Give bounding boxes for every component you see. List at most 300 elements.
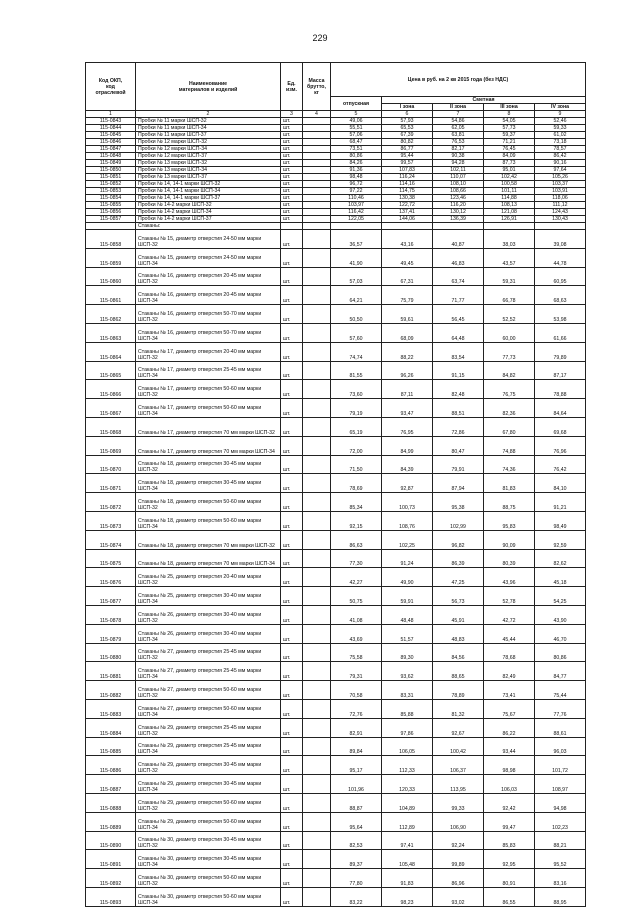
- unit-cell: шт.: [281, 209, 303, 216]
- zone-2-price-cell: 93,02: [433, 887, 484, 906]
- zone-3-price-cell: 98,98: [484, 756, 535, 775]
- unit-cell: шт.: [281, 181, 303, 188]
- release-price-cell: 116,42: [331, 209, 382, 216]
- name-cell: Стаканы № 27, диаметр отверстия 50-60 мм марки ШСП-34: [136, 699, 281, 718]
- mass-cell: [303, 305, 331, 324]
- unit-cell: шт.: [281, 568, 303, 587]
- zone-4-price-cell: 91,21: [535, 493, 586, 512]
- unit-cell: шт.: [281, 146, 303, 153]
- release-price-cell: 65,19: [331, 417, 382, 436]
- table-row: [86, 160, 586, 167]
- zone-2-price-cell: 96,82: [433, 530, 484, 549]
- price-table: [85, 62, 586, 907]
- unit-cell: шт.: [281, 202, 303, 209]
- unit-cell: шт.: [281, 174, 303, 181]
- zone-3-price-cell: 76,75: [484, 380, 535, 399]
- release-price-cell: 83,22: [331, 887, 382, 906]
- name-cell: Стаканы № 27, диаметр отверстия 25-45 мм марки ШСП-32: [136, 643, 281, 662]
- table-row: [86, 812, 586, 831]
- zone-4-price-cell: 83,16: [535, 869, 586, 888]
- zone-3-price-cell: 87,73: [484, 160, 535, 167]
- name-cell: Пробки № 11 марки ШСП-37: [136, 132, 281, 139]
- zone-3-price-cell: 126,91: [484, 216, 535, 223]
- mass-cell: [303, 118, 331, 125]
- unit-cell: шт.: [281, 342, 303, 361]
- zone-4-price-cell: 76,96: [535, 436, 586, 455]
- header-name: [136, 63, 281, 111]
- code-cell: 115-0864: [86, 342, 136, 361]
- mass-cell: [303, 132, 331, 139]
- mass-cell: [303, 174, 331, 181]
- mass-cell: [303, 181, 331, 188]
- zone-1-price-cell: [382, 223, 433, 230]
- code-cell: 115-0878: [86, 605, 136, 624]
- zone-4-price-cell: 53,98: [535, 305, 586, 324]
- header-price-group: Цена в руб. на 2 кв 2015 года (без НДС): [331, 63, 586, 97]
- release-price-cell: 78,69: [331, 474, 382, 493]
- code-cell: 115-0884: [86, 718, 136, 737]
- name-cell: Стаканы № 27, диаметр отверстия 25-45 мм марки ШСП-34: [136, 662, 281, 681]
- unit-cell: шт.: [281, 216, 303, 223]
- zone-2-price-cell: 91,15: [433, 361, 484, 380]
- release-price-cell: 122,05: [331, 216, 382, 223]
- mass-cell: [303, 624, 331, 643]
- mass-cell: [303, 342, 331, 361]
- name-cell: Пробки № 14, 14-1 марки ШСП-34: [136, 188, 281, 195]
- code-cell: [86, 223, 136, 230]
- release-price-cell: 86,63: [331, 530, 382, 549]
- release-price-cell: 77,30: [331, 549, 382, 568]
- table-row: [86, 718, 586, 737]
- name-cell: Пробки № 14-2 марки ШСП-32: [136, 202, 281, 209]
- zone-1-price-cell: 75,79: [382, 286, 433, 305]
- mass-cell: [303, 474, 331, 493]
- header-mass: [303, 63, 331, 111]
- release-price-cell: 88,87: [331, 793, 382, 812]
- zone-3-price-cell: 81,83: [484, 474, 535, 493]
- release-price-cell: 73,60: [331, 380, 382, 399]
- release-price-cell: 79,31: [331, 662, 382, 681]
- zone-4-price-cell: 80,86: [535, 643, 586, 662]
- name-cell: Стаканы № 16, диаметр отверстия 50-70 мм марки ШСП-34: [136, 323, 281, 342]
- zone-1-price-cell: 84,39: [382, 455, 433, 474]
- release-price-cell: 80,86: [331, 153, 382, 160]
- code-cell: 115-0843: [86, 118, 136, 125]
- zone-4-price-cell: 95,52: [535, 850, 586, 869]
- release-price-cell: 74,74: [331, 342, 382, 361]
- col-number: 7: [433, 111, 484, 118]
- column-numbers-row: [86, 111, 586, 118]
- zone-1-price-cell: 80,82: [382, 139, 433, 146]
- unit-cell: шт.: [281, 118, 303, 125]
- unit-cell: шт.: [281, 305, 303, 324]
- zone-3-price-cell: 108,13: [484, 202, 535, 209]
- table-row: [86, 267, 586, 286]
- name-cell: Стаканы № 18, диаметр отверстия 70 мм марки ШСП-32: [136, 530, 281, 549]
- release-price-cell: 68,47: [331, 139, 382, 146]
- name-cell: Стаканы № 27, диаметр отверстия 50-60 мм марки ШСП-32: [136, 681, 281, 700]
- name-cell: Пробки № 12 марки ШСП-32: [136, 139, 281, 146]
- code-cell: 115-0849: [86, 160, 136, 167]
- zone-2-price-cell: 87,94: [433, 474, 484, 493]
- zone-2-price-cell: 92,67: [433, 718, 484, 737]
- table-row: [86, 132, 586, 139]
- zone-2-price-cell: 92,24: [433, 831, 484, 850]
- zone-4-price-cell: 54,25: [535, 587, 586, 606]
- name-cell: Стаканы № 15, диаметр отверстия 24-50 мм марки ШСП-34: [136, 248, 281, 267]
- code-cell: 115-0881: [86, 662, 136, 681]
- zone-2-price-cell: 64,48: [433, 323, 484, 342]
- zone-2-price-cell: 88,65: [433, 662, 484, 681]
- table-row: [86, 167, 586, 174]
- release-price-cell: 103,97: [331, 202, 382, 209]
- zone-2-price-cell: 99,33: [433, 793, 484, 812]
- code-cell: 115-0860: [86, 267, 136, 286]
- code-cell: 115-0876: [86, 568, 136, 587]
- code-cell: 115-0891: [86, 850, 136, 869]
- zone-3-price-cell: 43,96: [484, 568, 535, 587]
- unit-cell: шт.: [281, 530, 303, 549]
- zone-1-price-cell: 106,05: [382, 737, 433, 756]
- name-cell: Пробки № 11 марки ШСП-34: [136, 125, 281, 132]
- zone-4-price-cell: 44,78: [535, 248, 586, 267]
- release-price-cell: 101,96: [331, 775, 382, 794]
- zone-3-price-cell: 45,44: [484, 624, 535, 643]
- zone-2-price-cell: 80,47: [433, 436, 484, 455]
- code-cell: 115-0856: [86, 209, 136, 216]
- zone-1-price-cell: 67,39: [382, 132, 433, 139]
- zone-1-price-cell: 100,73: [382, 493, 433, 512]
- zone-1-price-cell: 91,83: [382, 869, 433, 888]
- mass-cell: [303, 223, 331, 230]
- zone-1-price-cell: 67,31: [382, 267, 433, 286]
- zone-1-price-cell: 120,33: [382, 775, 433, 794]
- zone-4-price-cell: 88,95: [535, 887, 586, 906]
- table-row: [86, 361, 586, 380]
- release-price-cell: 92,15: [331, 511, 382, 530]
- table-row: [86, 248, 586, 267]
- code-cell: 115-0870: [86, 455, 136, 474]
- unit-cell: шт.: [281, 323, 303, 342]
- zone-2-price-cell: 82,48: [433, 380, 484, 399]
- zone-4-price-cell: 102,23: [535, 812, 586, 831]
- release-price-cell: 98,48: [331, 174, 382, 181]
- release-price-cell: 43,69: [331, 624, 382, 643]
- zone-4-price-cell: 98,49: [535, 511, 586, 530]
- zone-3-price-cell: 92,42: [484, 793, 535, 812]
- unit-cell: шт.: [281, 286, 303, 305]
- release-price-cell: 89,84: [331, 737, 382, 756]
- release-price-cell: 50,50: [331, 305, 382, 324]
- header-unit: [281, 63, 303, 111]
- header-mass-text: Масса брутто, кг: [307, 77, 326, 96]
- mass-cell: [303, 511, 331, 530]
- table-row: [86, 568, 586, 587]
- name-cell: Пробки № 14, 14-1 марки ШСП-32: [136, 181, 281, 188]
- zone-3-price-cell: 60,00: [484, 323, 535, 342]
- header-code: [86, 63, 136, 111]
- release-price-cell: 72,76: [331, 699, 382, 718]
- code-cell: 115-0858: [86, 230, 136, 249]
- table-row: [86, 831, 586, 850]
- mass-cell: [303, 662, 331, 681]
- unit-cell: шт.: [281, 718, 303, 737]
- zone-4-price-cell: 105,26: [535, 174, 586, 181]
- zone-3-price-cell: 121,08: [484, 209, 535, 216]
- zone-2-price-cell: 123,46: [433, 195, 484, 202]
- zone-1-price-cell: 92,87: [382, 474, 433, 493]
- mass-cell: [303, 209, 331, 216]
- mass-cell: [303, 812, 331, 831]
- table-row: [86, 380, 586, 399]
- unit-cell: шт.: [281, 167, 303, 174]
- zone-1-price-cell: 105,48: [382, 850, 433, 869]
- zone-1-price-cell: 107,83: [382, 167, 433, 174]
- mass-cell: [303, 718, 331, 737]
- zone-3-price-cell: 84,82: [484, 361, 535, 380]
- zone-4-price-cell: 111,12: [535, 202, 586, 209]
- code-cell: 115-0859: [86, 248, 136, 267]
- mass-cell: [303, 887, 331, 906]
- name-cell: Стаканы № 16, диаметр отверстия 20-45 мм марки ШСП-34: [136, 286, 281, 305]
- zone-2-price-cell: 81,32: [433, 699, 484, 718]
- header-zone-3: III зона: [484, 104, 535, 111]
- code-cell: 115-0885: [86, 737, 136, 756]
- zone-2-price-cell: 40,87: [433, 230, 484, 249]
- zone-2-price-cell: 86,96: [433, 869, 484, 888]
- col-number: 8: [484, 111, 535, 118]
- code-cell: 115-0893: [86, 887, 136, 906]
- zone-1-price-cell: 49,90: [382, 568, 433, 587]
- name-cell: Пробки № 14-2 марки ШСП-34: [136, 209, 281, 216]
- unit-cell: шт.: [281, 812, 303, 831]
- header-release: отпускная: [331, 97, 382, 111]
- unit-cell: шт.: [281, 230, 303, 249]
- release-price-cell: [331, 223, 382, 230]
- table-row: [86, 474, 586, 493]
- zone-3-price-cell: 84,09: [484, 153, 535, 160]
- zone-2-price-cell: 56,73: [433, 587, 484, 606]
- release-price-cell: 36,57: [331, 230, 382, 249]
- name-cell: Стаканы № 29, диаметр отверстия 25-45 мм марки ШСП-32: [136, 718, 281, 737]
- zone-4-price-cell: 108,97: [535, 775, 586, 794]
- code-cell: 115-0877: [86, 587, 136, 606]
- zone-2-price-cell: 106,90: [433, 812, 484, 831]
- zone-2-price-cell: 102,11: [433, 167, 484, 174]
- table-body: [86, 118, 586, 907]
- zone-4-price-cell: 103,91: [535, 188, 586, 195]
- release-price-cell: 72,00: [331, 436, 382, 455]
- zone-4-price-cell: 76,42: [535, 455, 586, 474]
- zone-2-price-cell: 72,86: [433, 417, 484, 436]
- zone-1-price-cell: 114,16: [382, 181, 433, 188]
- zone-1-price-cell: 108,76: [382, 511, 433, 530]
- zone-1-price-cell: 57,93: [382, 118, 433, 125]
- zone-2-price-cell: 48,83: [433, 624, 484, 643]
- zone-2-price-cell: 71,77: [433, 286, 484, 305]
- zone-3-price-cell: 43,57: [484, 248, 535, 267]
- zone-2-price-cell: 99,89: [433, 850, 484, 869]
- zone-3-price-cell: 93,44: [484, 737, 535, 756]
- zone-4-price-cell: 96,03: [535, 737, 586, 756]
- zone-4-price-cell: 124,43: [535, 209, 586, 216]
- header-unit-text: Ед. изм.: [286, 80, 297, 93]
- release-price-cell: 79,19: [331, 399, 382, 418]
- table-row: [86, 146, 586, 153]
- code-cell: 115-0867: [86, 399, 136, 418]
- zone-2-price-cell: 108,10: [433, 181, 484, 188]
- zone-1-price-cell: 137,41: [382, 209, 433, 216]
- release-price-cell: 75,58: [331, 643, 382, 662]
- release-price-cell: 82,53: [331, 831, 382, 850]
- unit-cell: шт.: [281, 831, 303, 850]
- release-price-cell: 50,75: [331, 587, 382, 606]
- zone-4-price-cell: 103,37: [535, 181, 586, 188]
- mass-cell: [303, 568, 331, 587]
- zone-4-price-cell: 52,46: [535, 118, 586, 125]
- zone-3-price-cell: 77,73: [484, 342, 535, 361]
- table-row: [86, 305, 586, 324]
- mass-cell: [303, 216, 331, 223]
- table-row: [86, 681, 586, 700]
- code-cell: 115-0890: [86, 831, 136, 850]
- mass-cell: [303, 125, 331, 132]
- zone-3-price-cell: 52,78: [484, 587, 535, 606]
- mass-cell: [303, 380, 331, 399]
- unit-cell: шт.: [281, 643, 303, 662]
- mass-cell: [303, 530, 331, 549]
- name-cell: Стаканы № 26, диаметр отверстия 30-40 мм марки ШСП-34: [136, 624, 281, 643]
- name-cell: Стаканы № 30, диаметр отверстия 50-60 мм марки ШСП-34: [136, 887, 281, 906]
- zone-3-price-cell: 95,83: [484, 511, 535, 530]
- mass-cell: [303, 153, 331, 160]
- code-cell: 115-0865: [86, 361, 136, 380]
- table-row: [86, 195, 586, 202]
- zone-2-price-cell: 79,91: [433, 455, 484, 474]
- table-row: [86, 436, 586, 455]
- code-cell: 115-0853: [86, 188, 136, 195]
- release-price-cell: 55,51: [331, 125, 382, 132]
- unit-cell: шт.: [281, 605, 303, 624]
- zone-2-price-cell: 62,05: [433, 125, 484, 132]
- unit-cell: шт.: [281, 869, 303, 888]
- table-row: [86, 323, 586, 342]
- release-price-cell: 57,06: [331, 132, 382, 139]
- header-zone-2: II зона: [433, 104, 484, 111]
- zone-4-price-cell: 45,18: [535, 568, 586, 587]
- name-cell: Пробки № 12 марки ШСП-34: [136, 146, 281, 153]
- release-price-cell: 97,22: [331, 188, 382, 195]
- unit-cell: шт.: [281, 662, 303, 681]
- zone-3-price-cell: 66,78: [484, 286, 535, 305]
- release-price-cell: 91,36: [331, 167, 382, 174]
- zone-3-price-cell: 54,05: [484, 118, 535, 125]
- release-price-cell: 57,60: [331, 323, 382, 342]
- zone-2-price-cell: 130,12: [433, 209, 484, 216]
- mass-cell: [303, 188, 331, 195]
- zone-2-price-cell: 94,28: [433, 160, 484, 167]
- zone-2-price-cell: 82,17: [433, 146, 484, 153]
- unit-cell: шт.: [281, 737, 303, 756]
- name-cell: Стаканы № 30, диаметр отверстия 30-45 мм марки ШСП-32: [136, 831, 281, 850]
- zone-3-price-cell: 67,80: [484, 417, 535, 436]
- zone-3-price-cell: 92,95: [484, 850, 535, 869]
- code-cell: 115-0879: [86, 624, 136, 643]
- name-cell: Стаканы № 17, диаметр отверстия 50-60 мм марки ШСП-32: [136, 380, 281, 399]
- zone-1-price-cell: 88,22: [382, 342, 433, 361]
- name-cell: Стаканы:: [136, 223, 281, 230]
- unit-cell: шт.: [281, 756, 303, 775]
- table-row: [86, 699, 586, 718]
- table-row: [86, 230, 586, 249]
- unit-cell: шт.: [281, 887, 303, 906]
- code-cell: 115-0889: [86, 812, 136, 831]
- zone-1-price-cell: 84,99: [382, 436, 433, 455]
- release-price-cell: 57,03: [331, 267, 382, 286]
- zone-3-price-cell: 52,52: [484, 305, 535, 324]
- table-row: [86, 118, 586, 125]
- table-row: [86, 605, 586, 624]
- zone-3-price-cell: 101,11: [484, 188, 535, 195]
- zone-2-price-cell: 116,20: [433, 202, 484, 209]
- zone-4-price-cell: 68,63: [535, 286, 586, 305]
- unit-cell: шт.: [281, 139, 303, 146]
- zone-1-price-cell: 83,31: [382, 681, 433, 700]
- zone-3-price-cell: 99,47: [484, 812, 535, 831]
- zone-1-price-cell: 51,57: [382, 624, 433, 643]
- name-cell: Стаканы № 26, диаметр отверстия 30-40 мм марки ШСП-32: [136, 605, 281, 624]
- zone-1-price-cell: 59,61: [382, 305, 433, 324]
- zone-1-price-cell: 49,45: [382, 248, 433, 267]
- table-row: [86, 737, 586, 756]
- code-cell: 115-0846: [86, 139, 136, 146]
- zone-3-price-cell: 85,83: [484, 831, 535, 850]
- code-cell: 115-0886: [86, 756, 136, 775]
- name-cell: Стаканы № 25, диаметр отверстия 30-40 мм марки ШСП-34: [136, 587, 281, 606]
- name-cell: Пробки № 14-2 марки ШСП-37: [136, 216, 281, 223]
- table-row: [86, 850, 586, 869]
- zone-2-price-cell: 56,45: [433, 305, 484, 324]
- name-cell: Стаканы № 16, диаметр отверстия 20-45 мм марки ШСП-32: [136, 267, 281, 286]
- name-cell: Пробки № 11 марки ШСП-32: [136, 118, 281, 125]
- zone-1-price-cell: 95,44: [382, 153, 433, 160]
- zone-3-price-cell: 59,31: [484, 267, 535, 286]
- name-cell: Стаканы № 17, диаметр отверстия 20-40 мм марки ШСП-32: [136, 342, 281, 361]
- zone-3-price-cell: 76,45: [484, 146, 535, 153]
- code-cell: 115-0875: [86, 549, 136, 568]
- release-price-cell: 85,34: [331, 493, 382, 512]
- zone-2-price-cell: 78,89: [433, 681, 484, 700]
- zone-2-price-cell: 110,07: [433, 174, 484, 181]
- zone-2-price-cell: 54,86: [433, 118, 484, 125]
- table-row: [86, 202, 586, 209]
- table-row: [86, 139, 586, 146]
- mass-cell: [303, 195, 331, 202]
- mass-cell: [303, 775, 331, 794]
- zone-3-price-cell: 80,91: [484, 869, 535, 888]
- zone-3-price-cell: 59,37: [484, 132, 535, 139]
- unit-cell: шт.: [281, 267, 303, 286]
- zone-3-price-cell: 82,49: [484, 662, 535, 681]
- mass-cell: [303, 146, 331, 153]
- name-cell: Стаканы № 29, диаметр отверстия 50-60 мм марки ШСП-32: [136, 793, 281, 812]
- zone-3-price-cell: 42,72: [484, 605, 535, 624]
- mass-cell: [303, 699, 331, 718]
- code-cell: 115-0873: [86, 511, 136, 530]
- release-price-cell: 84,26: [331, 160, 382, 167]
- zone-1-price-cell: 86,77: [382, 146, 433, 153]
- table-row: [86, 530, 586, 549]
